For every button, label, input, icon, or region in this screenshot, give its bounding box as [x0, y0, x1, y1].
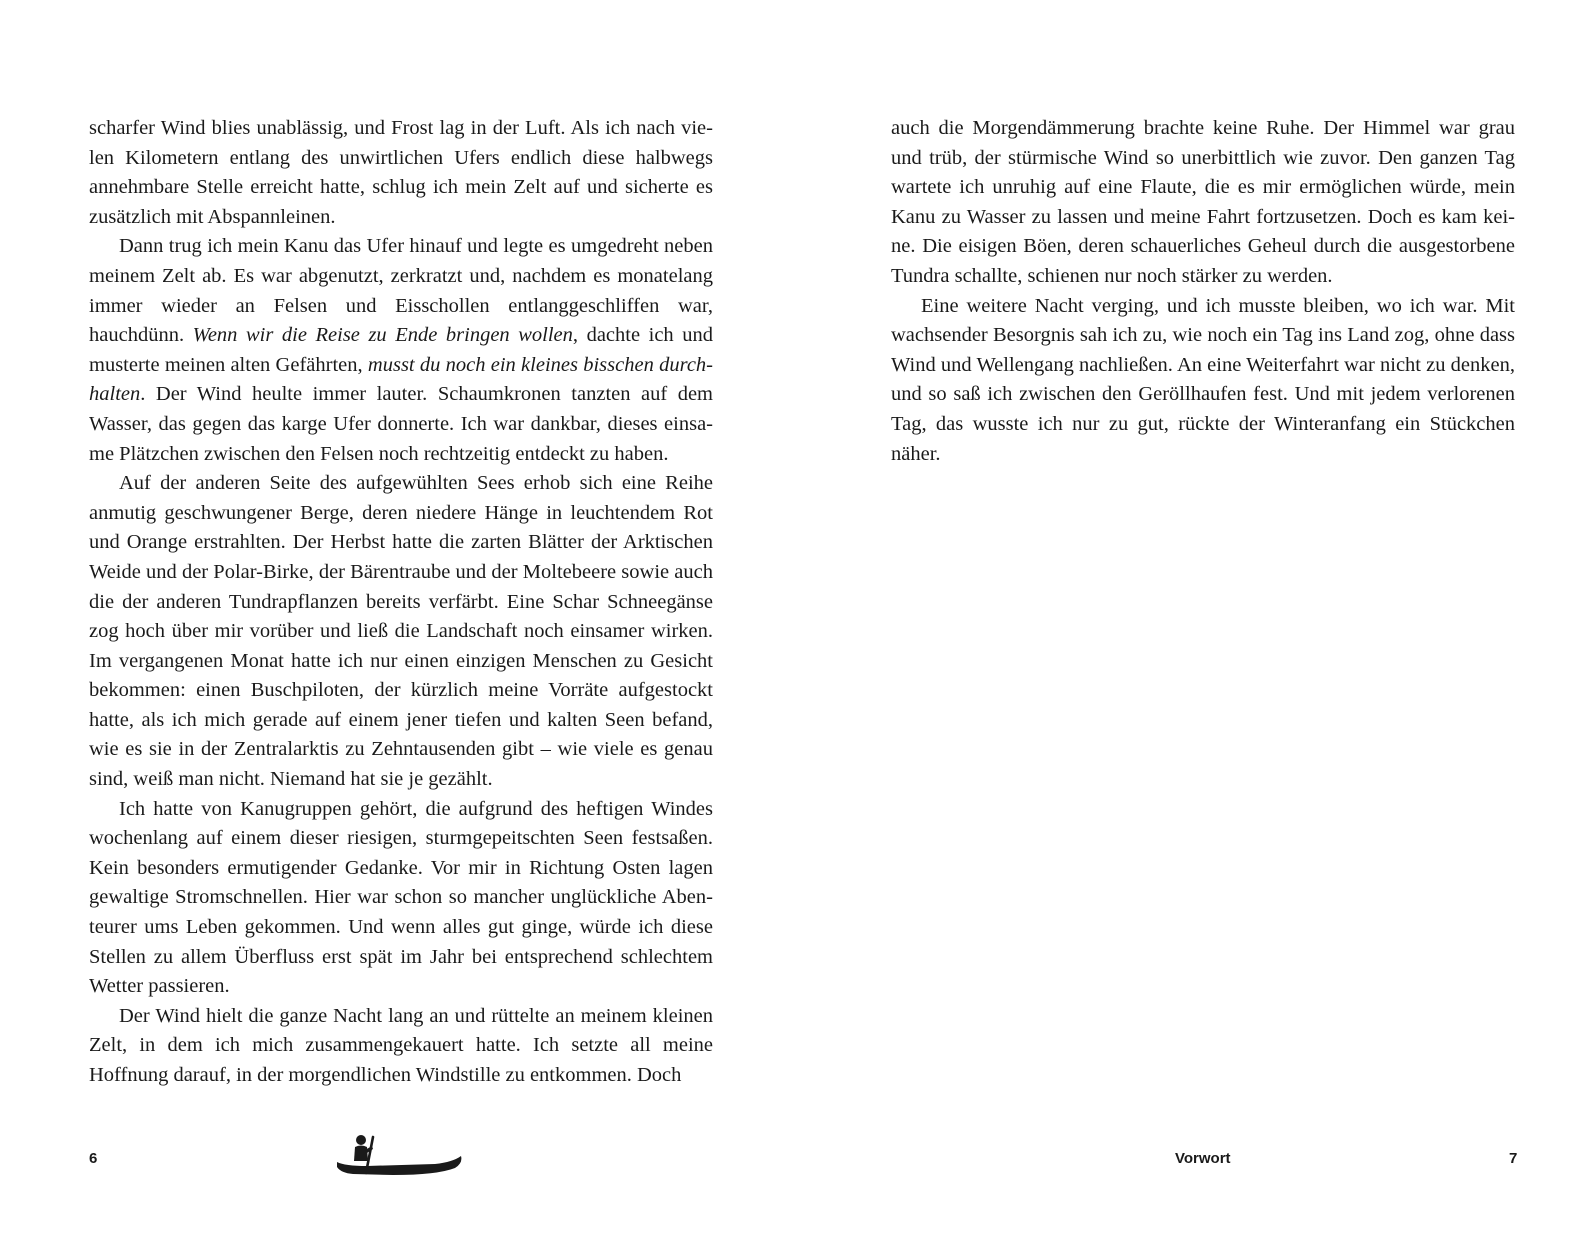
text-run: Auf der anderen Seite des aufgewühlten Sees erhob sich eine Reihe anmutig geschwungener Berge, deren niedere Hänge in leuchtendem Rot und Orange erstrahlten. Der Herbst hatte die zarten Blätter der Arktischen Weide und der Polar-Birke, der Bärentraube und der Moltebeere sowie auch die der anderen Tundrapflanzen bereits verfärbt. Eine Schar Schneegänse zog hoch über mir vorüber und ließ die Landschaft noch einsamer wirken. Im vergangenen Monat hatte ich nur einen einzigen Menschen zu Gesicht bekommen: einen Buschpiloten, der kürzlich meine Vorräte aufgestockt hatte, als ich mich gerade auf einem jener tiefen und kalten Seen befand, wie es sie in der Zentralarktis zu Zehntausenden gibt – wie viele es genau sind, weiß man nicht. Niemand hat sie je gezählt.: [89, 472, 713, 791]
paragraph: [89, 1002, 713, 1091]
paragraph: [89, 795, 713, 1002]
paragraph: [89, 232, 713, 469]
right-page: [891, 114, 1515, 469]
text-run: Der Wind hielt die ganze Nacht lang an und rüttelte an meinem kleinen Zelt, in dem ich mich zusammengekauert hatte. Ich setzte all meine Hoffnung darauf, in der morgendlichen Windstille zu entkommen. Doch: [89, 1004, 713, 1086]
text-run: auch die Morgendämmerung brachte keine Ruhe. Der Himmel war grau und trüb, der stürmische Wind so unerbittlich wie zuvor. Den ganzen Tag wartete ich unruhig auf eine Flaute, die es mir ermöglichen würde, mein Kanu zu Wasser zu lassen und meine Fahrt fortzusetzen. Doch es kam keine. Die eisigen Böen, deren schauerliches Geheul durch die ausgestorbene Tundra schallte, schienen nur noch stärker zu werden.: [891, 117, 1515, 287]
running-title: Vorwort: [1175, 1150, 1231, 1167]
paragraph: [89, 469, 713, 795]
page-number-left: 6: [89, 1150, 98, 1167]
page-number-right: 7: [1509, 1150, 1518, 1167]
right-page-text: [891, 114, 1515, 469]
text-run: Eine weitere Nacht verging, und ich musste bleiben, wo ich war. Mit wachsender Besorgnis sah ich zu, wie noch ein Tag ins Land zog, ohne dass Wind und Wellengang nachließen. An eine Weiterfahrt war nicht zu denken, und so saß ich zwischen den Geröllhaufen fest. Und mit jedem verlorenen Tag, das wusste ich nur zu gut, rückte der Winteranfang ein Stückchen näher.: [891, 294, 1515, 465]
text-run: Dann trug ich mein Kanu das Ufer hinauf und legte es umgedreht neben meinem Zelt ab. Es war abgenutzt, zerkratzt und, nachdem es monatelang immer wieder an Felsen und Eisschollen entlanggeschliffen war, hauchdünn.: [89, 235, 713, 347]
italic-phrase: Wenn wir die Reise zu Ende bringen wollen: [192, 324, 573, 347]
paragraph: [891, 114, 1515, 292]
canoe-paddler-icon: [337, 1133, 465, 1177]
paragraph: [89, 114, 713, 232]
left-page: [89, 114, 713, 1091]
left-page-text: [89, 114, 713, 1091]
text-run: . Der Wind heulte immer lauter. Schaumkronen tanzten auf dem Wasser, das gegen das karge Ufer donnerte. Ich war dankbar, dieses einsame Plätzchen zwischen den Felsen noch rechtzeitig entdeckt zu haben.: [89, 383, 713, 465]
text-run: scharfer Wind blies unablässig, und Frost lag in der Luft. Als ich nach vielen Kilometern entlang des unwirtlichen Ufers endlich diese halbwegs annehmbare Stelle erreicht hatte, schlug ich mein Zelt auf und sicherte es zusätzlich mit Abspannleinen.: [89, 117, 713, 228]
paragraph: [891, 292, 1515, 470]
italic-phrase: musst du noch ein kleines bisschen durchhalten: [89, 353, 713, 406]
text-run: Ich hatte von Kanugruppen gehört, die aufgrund des heftigen Windes wochenlang auf einem dieser riesigen, sturmgepeitschten Seen festsaßen. Kein besonders ermutigender Gedanke. Vor mir in Richtung Osten lagen gewaltige Stromschnellen. Hier war schon so mancher unglückliche Abenteurer ums Leben gekommen. Und wenn alles gut ginge, würde ich diese Stellen zu allem Überfluss erst spät im Jahr bei entsprechend schlechtem Wetter passieren.: [89, 797, 713, 998]
text-run: , dachte ich und musterte meinen alten Gefährten,: [89, 324, 713, 376]
